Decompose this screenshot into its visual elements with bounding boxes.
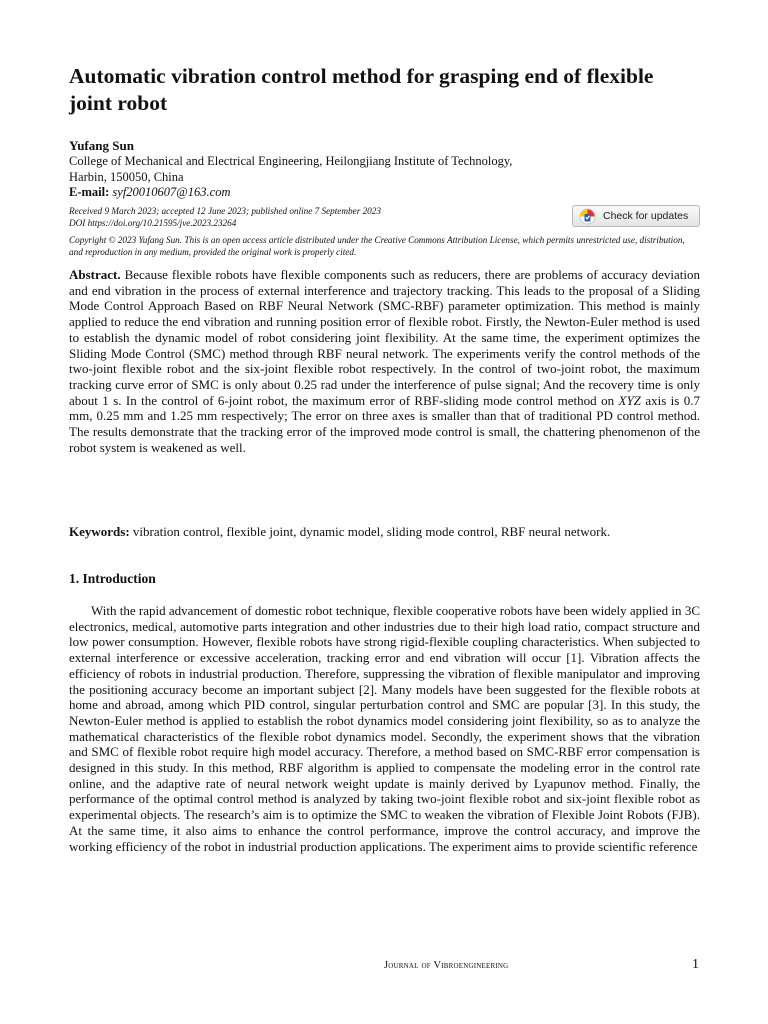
abstract-xyz: XYZ (618, 392, 641, 408)
check-for-updates-button[interactable] (572, 205, 700, 227)
abstract (69, 267, 700, 455)
section-heading-introduction: 1. Introduction (69, 571, 156, 586)
affiliation-line-1: College of Mechanical and Electrical Engineering, Heilongjiang Institute of Technology, (69, 154, 513, 168)
abstract-text-end: axis is 0.7 mm, 0.25 mm and 1.25 mm respectively; The error on three axes is smaller than that of traditional PD control method. The results demonstrate that the tracking error of the improved mode control is small, the chattering phenomenon of the robot system is weakened as well. (69, 392, 701, 455)
keywords-label: Keywords: (69, 524, 130, 539)
crossmark-icon (579, 208, 596, 225)
abstract-label: Abstract. (69, 267, 121, 282)
keywords-text: vibration control, flexible joint, dynamic model, sliding mode control, RBF neural network. (132, 524, 611, 539)
introduction-paragraph: With the rapid advancement of domestic robot technique, flexible cooperative robots have been widely applied in 3C electronics, medical, automotive parts integration and other industries due to their high load ratio, compact structure and low power consumption. However, flexible robots have strong rigid-flexible coupling characteristics. When subjected to external interference or excessive acceleration, tracking error and end vibration will occur [1]. Vibration affects the efficiency of robots in industrial production. Therefore, suppressing the vibration of flexible manipulator and improving the positioning accuracy become an important subject [2]. Many models have been suggested for the flexible robots at home and abroad, among which PID control, singular perturbation control and SMC are popular [3]. In this study, the Newton-Euler method is applied to establish the robot dynamics model considering joint flexibility, so as to analyze the mathematical characteristics of the flexible robot dynamics model. Secondly, the experiment shows that the vibration and SMC of flexible robot require high model accuracy. Therefore, a method based on SMC-RBF error compensation is designed in this study. In this method, RBF algorithm is applied to compensate the modeling error in the control rate online, and the adaptive rate of neural network weight update is mainly derived by Lyapunov method. Finally, the performance of the optimal control method is analyzed by taking two-joint flexible robot and six-joint flexible robot as experimental objects. The research’s aim is to optimize the SMC to weaken the vibration of Flexible Joint Robots (FJB). At the same time, it also aims to enhance the control performance, improve the control accuracy, and improve the working efficiency of the robot in industrial production applications. The experiment aims to provide scientific reference (69, 603, 700, 854)
check-for-updates-label: Check for updates (603, 210, 689, 222)
email-label: E-mail: (69, 185, 110, 199)
copyright-notice: Copyright © 2023 Yufang Sun. This is an open access article distributed under the Creative Commons Attribution License, which permits unrestricted use, distribution, and reproduction in any medium, provided the original work is properly cited. (69, 235, 685, 257)
affiliation-line-2: Harbin, 150050, China (69, 169, 184, 184)
publication-dates (69, 206, 381, 229)
email-line (69, 185, 231, 200)
email-address[interactable]: syf20010607@163.com (112, 185, 231, 199)
affiliation (69, 154, 512, 185)
paper-title: Automatic vibration control method for grasping end of flexible joint robot (69, 64, 654, 115)
footer-journal-name: Journal of Vibroengineering (384, 960, 509, 971)
page-number: 1 (692, 957, 699, 972)
dates-line: Received 9 March 2023; accepted 12 June 2023; published online 7 September 2023 (69, 206, 381, 216)
abstract-text: Because flexible robots have flexible components such as reducers, there are problems of accuracy deviation and end vibration in the process of external interference and trajectory tracking. This leads to the proposal of a Sliding Mode Control Approach Based on RBF Neural Network (SMC-RBF) parameter optimization. This method is mainly applied to reduce the end vibration and running position error of flexible robot. Firstly, the Newton-Euler method is used to establish the dynamic model of robot considering joint flexibility. At the same time, the experiment optimizes the Sliding Mode Control (SMC) method through RBF neural network. The experiments verify the control methods of the two-joint flexible robot and the six-joint flexible robot respectively. In the control of two-joint robot, the maximum tracking curve error of SMC is only about 0.25 rad under the interference of pulse signal; And the recovery time is only about 1 s. In the control of 6-joint robot, the maximum error of RBF-sliding mode control method on (69, 267, 700, 408)
author-name: Yufang Sun (69, 138, 134, 153)
doi-link[interactable]: DOI https://doi.org/10.21595/jve.2023.23264 (69, 217, 237, 228)
keywords (69, 524, 700, 540)
